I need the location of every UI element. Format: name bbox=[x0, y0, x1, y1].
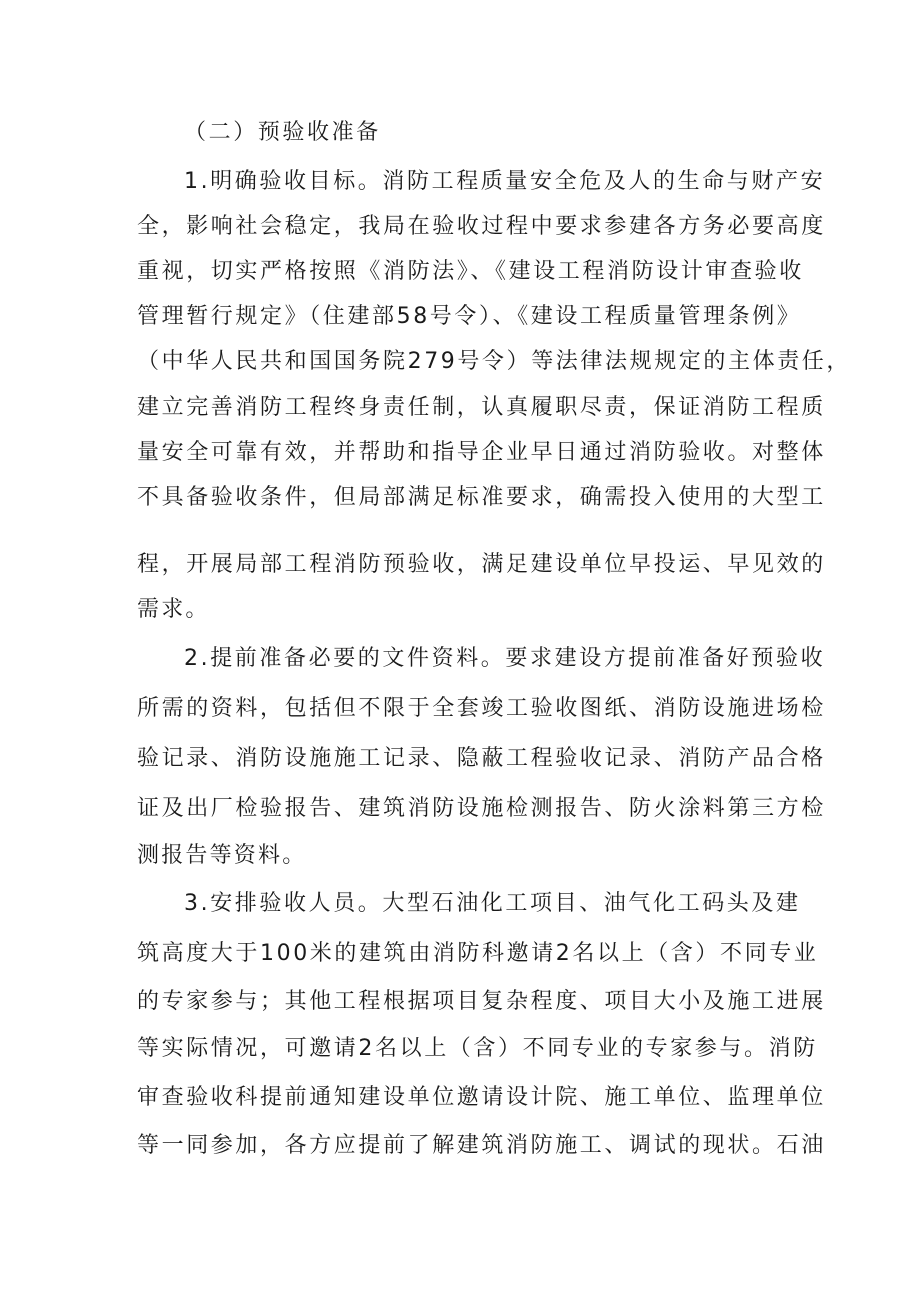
paragraph-3-line-5: 审查验收科提前通知建设单位邀请设计院、施工单位、监理单位 bbox=[137, 1085, 826, 1110]
paragraph-3-line-4: 等实际情况，可邀请2名以上（含）不同专业的专家参与。消防 bbox=[137, 1036, 818, 1061]
paragraph-1-line-1: 1.明确验收目标。消防工程质量安全危及人的生命与财产安 bbox=[184, 169, 826, 194]
paragraph-2-line-3: 验记录、消防设施施工记录、隐蔽工程验收记录、消防产品合格 bbox=[137, 746, 826, 771]
paragraph-1-line-8: 不具备验收条件，但局部满足标准要求，确需投入使用的大型工 bbox=[137, 485, 826, 510]
paragraph-1-line-6: 建立完善消防工程终身责任制，认真履职尽责，保证消防工程质 bbox=[137, 395, 826, 420]
paragraph-2-line-5: 测报告等资料。 bbox=[137, 843, 307, 868]
paragraph-1-line-5: （中华人民共和国国务院279号令）等法律法规规定的主体责任， bbox=[137, 349, 851, 374]
paragraph-1-line-4: 管理暂行规定》（住建部58号令）、《建设工程质量管理条例》 bbox=[137, 304, 802, 329]
paragraph-1-line-7: 量安全可靠有效，并帮助和指导企业早日通过消防验收。对整体 bbox=[137, 440, 826, 465]
paragraph-1-line-3: 重视，切实严格按照《消防法》、《建设工程消防设计审查验收 bbox=[137, 259, 804, 284]
paragraph-1-line-2: 全，影响社会稳定，我局在验收过程中要求参建各方务必要高度 bbox=[137, 214, 826, 239]
paragraph-2-line-4: 证及出厂检验报告、建筑消防设施检测报告、防火涂料第三方检 bbox=[137, 796, 826, 821]
paragraph-3-line-3: 的专家参与；其他工程根据项目复杂程度、项目大小及施工进展 bbox=[137, 989, 826, 1014]
paragraph-3-line-1: 3.安排验收人员。大型石油化工项目、油气化工码头及建 bbox=[184, 891, 801, 916]
paragraph-2-line-2: 所需的资料，包括但不限于全套竣工验收图纸、消防设施进场检 bbox=[137, 696, 826, 721]
paragraph-2-line-1: 2.提前准备必要的文件资料。要求建设方提前准备好预验收 bbox=[184, 646, 826, 671]
paragraph-1-line-10: 需求。 bbox=[137, 597, 210, 622]
paragraph-3-line-6: 等一同参加，各方应提前了解建筑消防施工、调试的现状。石油 bbox=[137, 1133, 826, 1158]
paragraph-1-line-9: 程，开展局部工程消防预验收，满足建设单位早投运、早见效的 bbox=[137, 552, 826, 577]
paragraph-3-line-2: 筑高度大于100米的建筑由消防科邀请2名以上（含）不同专业 bbox=[137, 941, 819, 966]
section-heading: （二）预验收准备 bbox=[184, 120, 381, 145]
